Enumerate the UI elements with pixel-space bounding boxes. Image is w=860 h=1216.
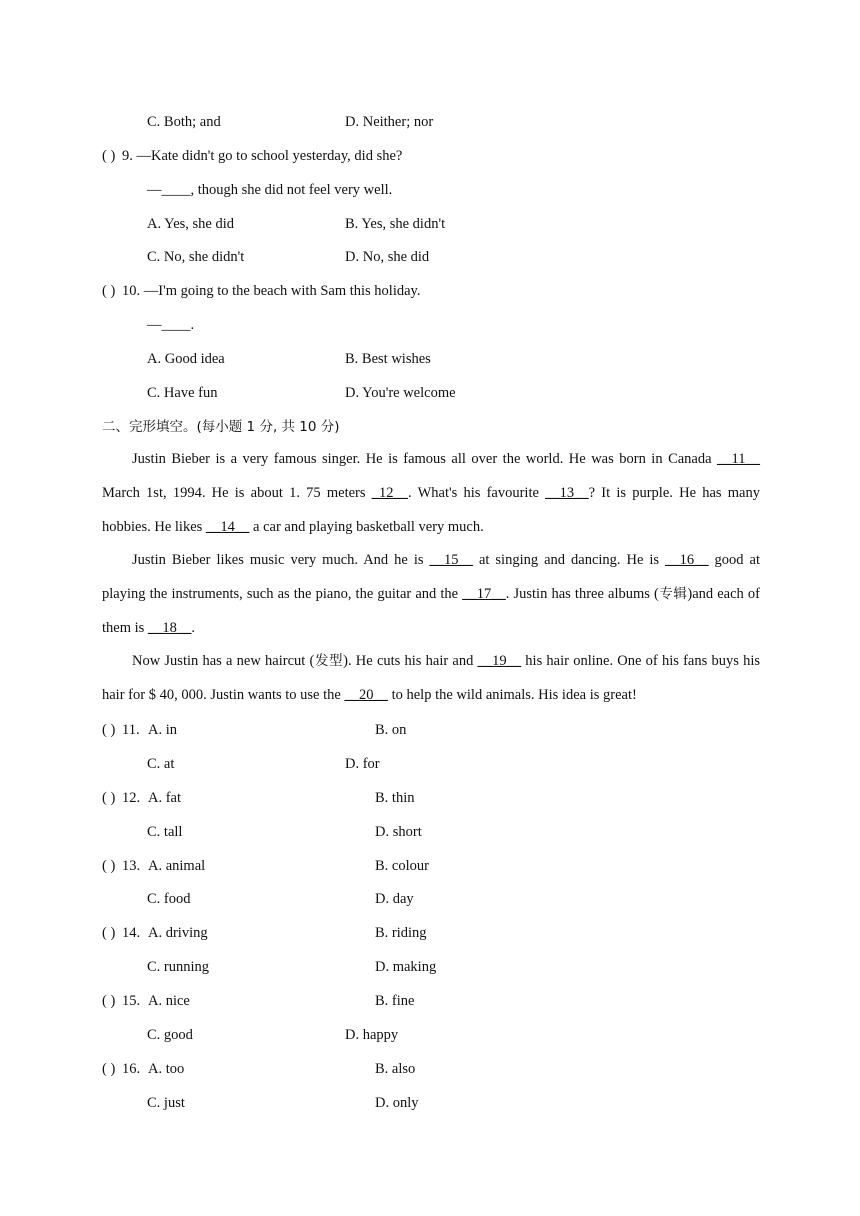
q8-option-c: C. Both; and [147, 114, 221, 130]
passage-text: )and each of them is [102, 585, 761, 636]
q12-option-a: A. fat [148, 790, 182, 806]
q9-option-c: C. No, she didn't [147, 249, 245, 265]
passage-text: Justin Bieber is a very famous singer. He is famous all over the world. He was born in Canada [132, 451, 718, 467]
q13-number: 13. [122, 858, 141, 874]
blank-12: _12__ [371, 484, 408, 501]
q9-option-d: D. No, she did [345, 249, 430, 265]
passage-text: his hair online. One of his fans buys his hair for $ 40, 000. Justin wants to use the [102, 653, 761, 703]
blank-17: __17__ [462, 585, 506, 602]
q10-option-a: A. Good idea [147, 351, 225, 367]
q14-option-a: A. driving [148, 925, 208, 941]
q16-number: 16. [122, 1061, 141, 1077]
q10-option-c: C. Have fun [147, 385, 218, 401]
passage-paragraph-2 [102, 544, 760, 645]
q10-option-d: D. You're welcome [345, 385, 456, 401]
blank-13: __13__ [545, 484, 589, 501]
blank-15: __15__ [429, 552, 473, 568]
section-title [102, 418, 340, 436]
q13-option-d: D. day [375, 891, 414, 907]
blank-16: __16__ [665, 552, 709, 568]
q9-reply: —____, though she did not feel very well. [147, 182, 393, 198]
gloss-albums: 专辑 [658, 585, 688, 602]
q11-option-a: A. in [148, 722, 177, 738]
q14-answer-paren: ( ) [102, 925, 116, 941]
q13-option-a: A. animal [148, 858, 206, 874]
q16-option-b: B. also [375, 1061, 416, 1077]
q15-option-a: A. nice [148, 993, 190, 1009]
passage-text: Now Justin has a new haircut ( [132, 653, 315, 669]
q15-option-d: D. happy [345, 1027, 399, 1043]
passage-text: to help the wild animals. His idea is great! [387, 686, 637, 703]
passage-text: good at playing the instruments, such as the piano, the guitar and the [102, 552, 760, 602]
q16-option-d: D. only [375, 1095, 419, 1111]
passage-text: ). He cuts his hair and [343, 653, 478, 669]
passage-text: March 1st, 1994. He is about 1. 75 meters [102, 484, 372, 501]
passage-text: Justin Bieber likes music very much. And he is [132, 552, 430, 568]
q13-answer-paren: ( ) [102, 858, 116, 874]
passage-text: a car and playing basketball very much. [249, 518, 484, 535]
q10-option-b: B. Best wishes [345, 351, 431, 367]
q15-option-c: C. good [147, 1027, 193, 1043]
q10-stem: 10. —I'm going to the beach with Sam this holiday. [122, 283, 421, 299]
q11-answer-paren: ( ) [102, 722, 116, 738]
q11-option-c: C. at [147, 756, 175, 772]
q12-option-d: D. short [375, 824, 422, 840]
gloss-haircut: 发型 [314, 653, 344, 669]
q10-answer-paren: ( ) [102, 283, 116, 299]
q16-option-c: C. just [147, 1095, 185, 1111]
section-title-text: 二、完形填空。(每小题 1 分, 共 10 分) [102, 419, 340, 435]
q13-option-c: C. food [147, 891, 191, 907]
q14-option-d: D. making [375, 959, 437, 975]
q11-option-b: B. on [375, 722, 407, 738]
q9-option-b: B. Yes, she didn't [345, 216, 446, 232]
q11-number: 11. [122, 722, 140, 738]
q9-answer-paren: ( ) [102, 148, 116, 164]
q12-option-c: C. tall [147, 824, 183, 840]
blank-19: __19__ [477, 653, 522, 669]
passage-text: at singing and dancing. He is [472, 552, 666, 568]
q15-number: 15. [122, 993, 141, 1009]
q14-number: 14. [122, 925, 141, 941]
blank-14: __14__ [205, 518, 250, 535]
q9-option-a: A. Yes, she did [147, 216, 235, 232]
passage-text: . Justin has three albums ( [505, 585, 659, 602]
q14-option-c: C. running [147, 959, 210, 975]
passage-paragraph-3 [102, 645, 760, 713]
q12-number: 12. [122, 790, 141, 806]
q15-answer-paren: ( ) [102, 993, 116, 1009]
q12-option-b: B. thin [375, 790, 415, 806]
blank-11: __11__ [717, 451, 760, 467]
blank-20: __20__ [344, 686, 388, 703]
q8-option-d: D. Neither; nor [345, 114, 434, 130]
q9-stem: 9. —Kate didn't go to school yesterday, did she? [122, 148, 403, 164]
q11-option-d: D. for [345, 756, 380, 772]
passage-text: . What's his favourite [408, 484, 546, 501]
passage-text: ? It is purple. He has many hobbies. He likes [102, 484, 760, 535]
q15-option-b: B. fine [375, 993, 415, 1009]
q10-reply: —____. [147, 317, 195, 333]
blank-18: __18__ [147, 619, 192, 636]
q13-option-b: B. colour [375, 858, 429, 874]
q14-option-b: B. riding [375, 925, 427, 941]
passage-paragraph-1 [102, 443, 760, 544]
q12-answer-paren: ( ) [102, 790, 116, 806]
passage-text: . [191, 619, 196, 636]
q16-option-a: A. too [148, 1061, 185, 1077]
q16-answer-paren: ( ) [102, 1061, 116, 1077]
